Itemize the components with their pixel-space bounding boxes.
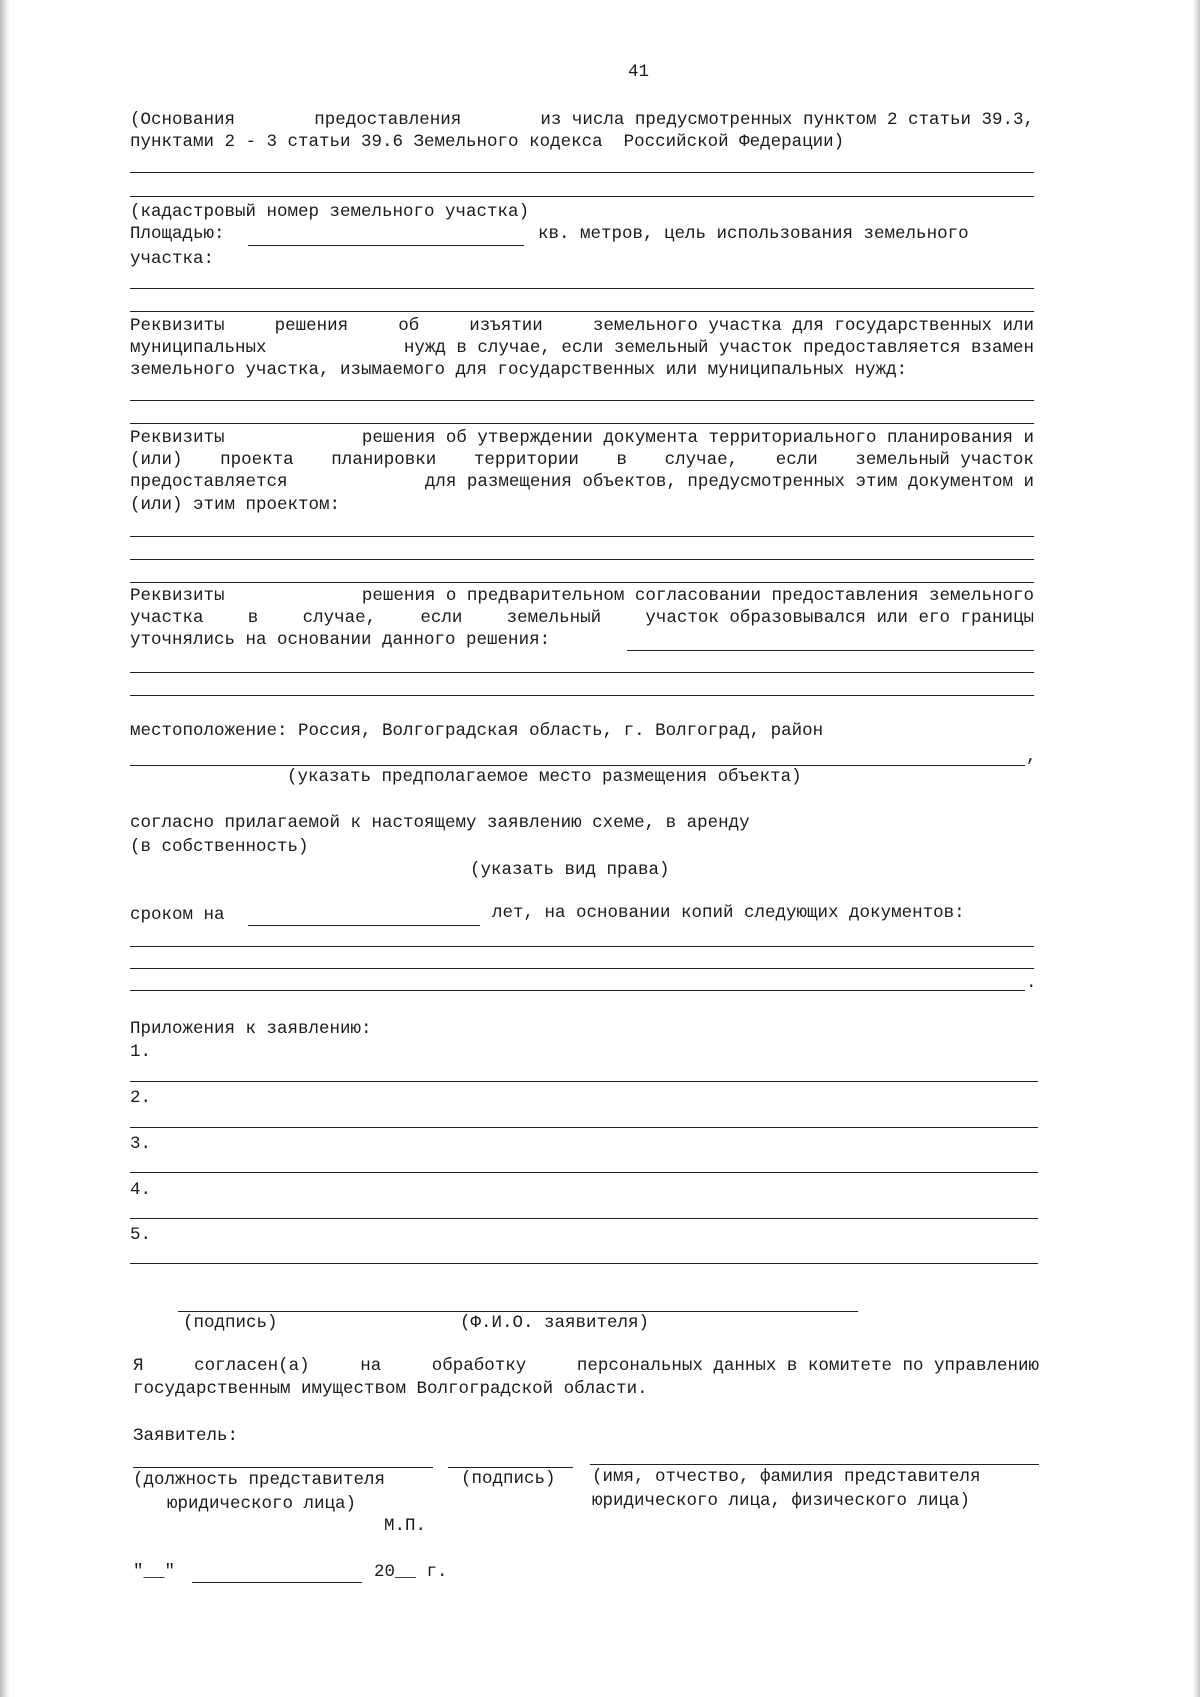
signature-caption: (подпись) xyxy=(183,1313,278,1333)
purpose-field-line-2[interactable] xyxy=(130,311,1034,312)
prelim-text-line-1: Реквизиты решения о предварительном согласовании предоставления земельного xyxy=(130,586,1034,606)
attachment-field-1[interactable] xyxy=(130,1081,1038,1082)
scan-edge-right xyxy=(1192,0,1200,1697)
documents-field-line-2[interactable] xyxy=(130,968,1034,969)
seizure-text-line-1: Реквизиты решения об изъятии земельного участка для государственных или xyxy=(130,316,1034,336)
position-caption-1: (должность представителя xyxy=(133,1470,386,1490)
prelim-text-line-3: уточнялись на основании данного решения: xyxy=(130,630,551,650)
area-field[interactable] xyxy=(248,245,524,246)
attachment-field-3[interactable] xyxy=(130,1172,1038,1173)
scheme-text-line-2: (в собственность) xyxy=(130,837,309,857)
consent-text-line-2: государственным имуществом Волгоградской области. xyxy=(133,1379,648,1399)
scheme-text-line-1: согласно прилагаемой к настоящему заявлению схеме, в аренду xyxy=(130,813,750,833)
planning-text-line-1: Реквизиты решения об утверждении документа территориального планирования и xyxy=(130,428,1034,448)
stamp-placeholder: М.П. xyxy=(384,1516,427,1536)
rep-name-caption-1: (имя, отчество, фамилия представителя xyxy=(592,1467,981,1487)
grounds-text-line-2: пунктами 2 - 3 статьи 39.6 Земельного кодекса Российской Федерации) xyxy=(130,132,845,152)
date-month-field[interactable] xyxy=(192,1582,362,1583)
grounds-text-line-1: (Основания предоставления из числа предусмотренных пунктом 2 статьи 39.3, xyxy=(130,110,1034,130)
date-year: 20__ г. xyxy=(374,1562,448,1582)
consent-text-line-1: Я согласен(а) на обработку персональных данных в комитете по управлению xyxy=(133,1356,1039,1376)
applicant-label: Заявитель: xyxy=(133,1426,239,1446)
prelim-field-inline[interactable] xyxy=(627,650,1034,651)
area-label: Площадью: xyxy=(130,224,225,244)
documents-field-line-1[interactable] xyxy=(130,946,1034,947)
planning-text-line-4: (или) этим проектом: xyxy=(130,495,341,515)
prelim-field-line-1[interactable] xyxy=(130,672,1034,673)
rep-signature-caption: (подпись) xyxy=(461,1469,556,1489)
seizure-field-line-2[interactable] xyxy=(130,423,1034,424)
seizure-text-line-3: земельного участка, изымаемого для государственных или муниципальных нужд: xyxy=(130,360,908,380)
location-text: местоположение: Россия, Волгоградская область, г. Волгоград, район xyxy=(130,721,824,741)
location-caption: (указать предполагаемое место размещения объекта) xyxy=(287,767,802,787)
attachment-number-1: 1. xyxy=(130,1042,152,1062)
documents-period: . xyxy=(1026,973,1037,993)
attachment-field-2[interactable] xyxy=(130,1127,1038,1128)
planning-text-line-2: (или) проекта планировки территории в случае, если земельный участок xyxy=(130,450,1034,470)
planning-field-line-1[interactable] xyxy=(130,536,1034,537)
cadastral-caption: (кадастровый номер земельного участка) xyxy=(130,202,530,222)
position-field[interactable] xyxy=(133,1467,433,1468)
fio-caption: (Ф.И.О. заявителя) xyxy=(460,1313,650,1333)
area-suffix: кв. метров, цель использования земельного xyxy=(538,224,969,244)
scan-edge-left xyxy=(0,0,10,1697)
page-number: 41 xyxy=(628,62,650,82)
documents-field-line-3[interactable] xyxy=(130,990,1025,991)
planning-text-line-3: предоставляется для размещения объектов, предусмотренных этим документом и xyxy=(130,472,1034,492)
prelim-text-line-2: участка в случае, если земельный участок образовывался или его границы xyxy=(130,608,1034,628)
right-type-caption: (указать вид права) xyxy=(470,860,670,880)
attachment-number-5: 5. xyxy=(130,1225,152,1245)
area-suffix-2: участка: xyxy=(130,249,215,269)
attachment-field-4[interactable] xyxy=(130,1218,1038,1219)
attachment-field-5[interactable] xyxy=(130,1263,1038,1264)
rep-name-field[interactable] xyxy=(590,1464,1039,1465)
attachment-number-3: 3. xyxy=(130,1134,152,1154)
position-caption-2: юридического лица) xyxy=(167,1494,357,1514)
seizure-field-line-1[interactable] xyxy=(130,400,1034,401)
cadastral-number-field[interactable] xyxy=(130,196,1034,197)
prelim-field-line-2[interactable] xyxy=(130,695,1034,696)
term-field[interactable] xyxy=(248,925,480,926)
term-prefix: сроком на xyxy=(130,905,225,925)
seizure-text-line-2: муниципальных нужд в случае, если земельный участок предоставляется взамен xyxy=(130,338,1034,358)
location-comma: , xyxy=(1026,747,1037,767)
attachments-title: Приложения к заявлению: xyxy=(130,1019,372,1039)
purpose-field-line-1[interactable] xyxy=(130,288,1034,289)
planning-field-line-3[interactable] xyxy=(130,582,1034,583)
term-suffix: лет, на основании копий следующих документов: xyxy=(492,903,965,923)
rep-name-caption-2: юридического лица, физического лица) xyxy=(592,1491,971,1511)
planning-field-line-2[interactable] xyxy=(130,559,1034,560)
attachment-number-4: 4. xyxy=(130,1180,152,1200)
date-day: "__" xyxy=(133,1562,176,1582)
grounds-field-line-1[interactable] xyxy=(130,172,1034,173)
attachment-number-2: 2. xyxy=(130,1088,152,1108)
